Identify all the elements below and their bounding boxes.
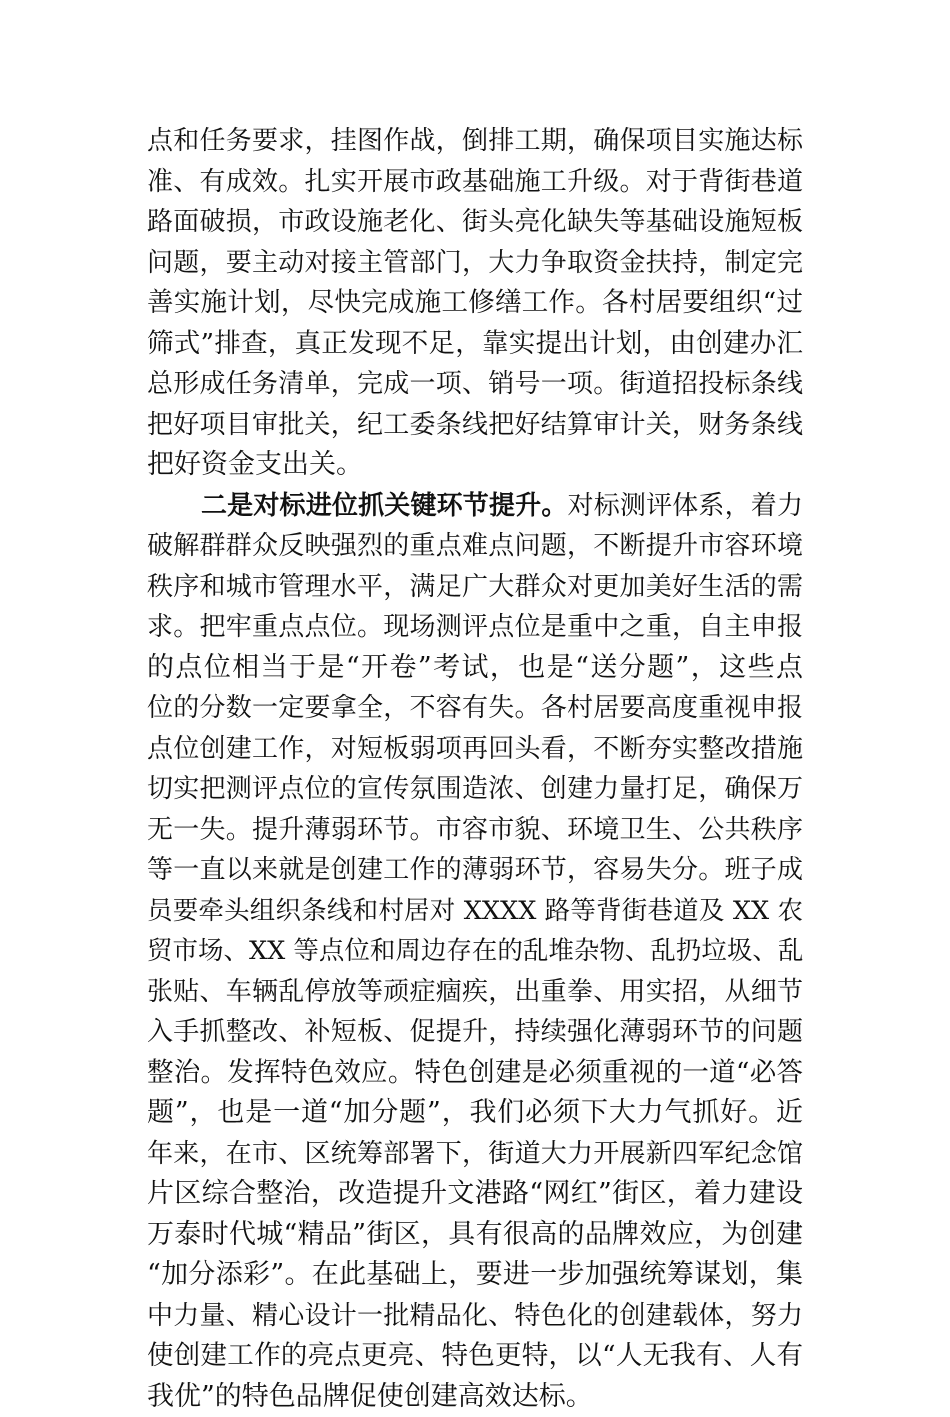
paragraph-1-line-2: 准、有成效。扎实开展市政基础施工升级。对于背街巷道 [147, 166, 803, 197]
paragraph-2-first-line-text: 对标测评体系，着力 [567, 490, 803, 521]
paragraph-2-line-2: 破解群群众反映强烈的重点难点问题，不断提升市容环境 [147, 531, 803, 561]
paragraph-2-line-8: 切实把测评点位的宣传氛围造浓、创建力量打足，确保万 [147, 774, 803, 804]
paragraph-2-line-22: 使创建工作的亮点更亮、特色更特，以“人无我有、人有 [147, 1340, 803, 1371]
paragraph-2-heading: 二是对标进位抓关键环节提升。 [201, 490, 568, 521]
paragraph-2-line-15: 整治。发挥特色效应。特色创建是必须重视的一道“必答 [147, 1056, 803, 1088]
paragraph-1-line-4: 问题，要主动对接主管部门，大力争取资金扶持，制定完 [147, 247, 803, 278]
paragraph-2-line-18: 片区综合整治，改造提升文港路“网红”街区，着力建设 [147, 1178, 803, 1209]
paragraph-2-line-20: “加分添彩”。在此基础上，要进一步加强统筹谋划，集 [147, 1259, 803, 1290]
paragraph-2-line-16: 题”，也是一道“加分题”，我们必须下大力气抓好。近 [147, 1097, 803, 1128]
paragraph-2-line-13: 张贴、车辆乱停放等顽症痼疾，出重拳、用实招，从细节 [147, 976, 803, 1007]
paragraph-1-line-6: 筛式”排查，真正发现不足，靠实提出计划，由创建办汇 [147, 327, 803, 359]
paragraph-1-line-3: 路面破损，市政设施老化、街头亮化缺失等基础设施短板 [147, 207, 803, 237]
paragraph-2-line-23: 我优”的特色品牌促使创建高效达标。 [147, 1380, 593, 1412]
paragraph-2-line-3: 秩序和城市管理水平，满足广大群众对更加美好生活的需 [147, 571, 803, 602]
paragraph-2-line-10: 等一直以来就是创建工作的薄弱环节，容易失分。班子成 [147, 855, 803, 885]
paragraph-2-line-21: 中力量、精心设计一批精品化、特色化的创建载体，努力 [147, 1300, 803, 1331]
paragraph-1-line-5: 善实施计划，尽快完成施工修缮工作。各村居要组织“过 [147, 287, 803, 318]
paragraph-1-line-8: 把好项目审批关，纪工委条线把好结算审计关，财务条线 [147, 409, 803, 440]
paragraph-1-line-1: 点和任务要求，挂图作战，倒排工期，确保项目实施达标 [147, 126, 803, 156]
paragraph-1-line-7: 总形成任务清单，完成一项、销号一项。街道招投标条线 [147, 369, 803, 399]
paragraph-2-line-19: 万泰时代城“精品”街区，具有很高的品牌效应，为创建 [147, 1218, 803, 1250]
paragraph-2-line-14: 入手抓整改、补短板、促提升，持续强化薄弱环节的问题 [147, 1017, 803, 1047]
paragraph-2-line-12: 贸市场、XX 等点位和周边存在的乱堆杂物、乱扔垃圾、乱 [147, 936, 804, 966]
paragraph-2-line-7: 点位创建工作，对短板弱项再回头看，不断夯实整改措施 [147, 733, 803, 764]
paragraph-2-line-17: 年来，在市、区统筹部署下，街道大力开展新四军纪念馆 [147, 1138, 803, 1169]
paragraph-2-line-9: 无一失。提升薄弱环节。市容市貌、环境卫生、公共秩序 [147, 814, 803, 845]
paragraph-2-line-11: 员要牵头组织条线和村居对 XXXX 路等背街巷道及 XX 农 [147, 895, 803, 926]
paragraph-2-line-5: 的点位相当于是“开卷”考试，也是“送分题”，这些点 [147, 651, 803, 683]
paragraph-1-line-9: 把好资金支出关。 [147, 449, 363, 480]
paragraph-2-line-4: 求。把牢重点点位。现场测评点位是重中之重，自主申报 [147, 612, 803, 642]
paragraph-2-line-6: 位的分数一定要拿全，不容有失。各村居要高度重视申报 [147, 693, 803, 723]
paragraph-2-first-line [201, 486, 803, 526]
